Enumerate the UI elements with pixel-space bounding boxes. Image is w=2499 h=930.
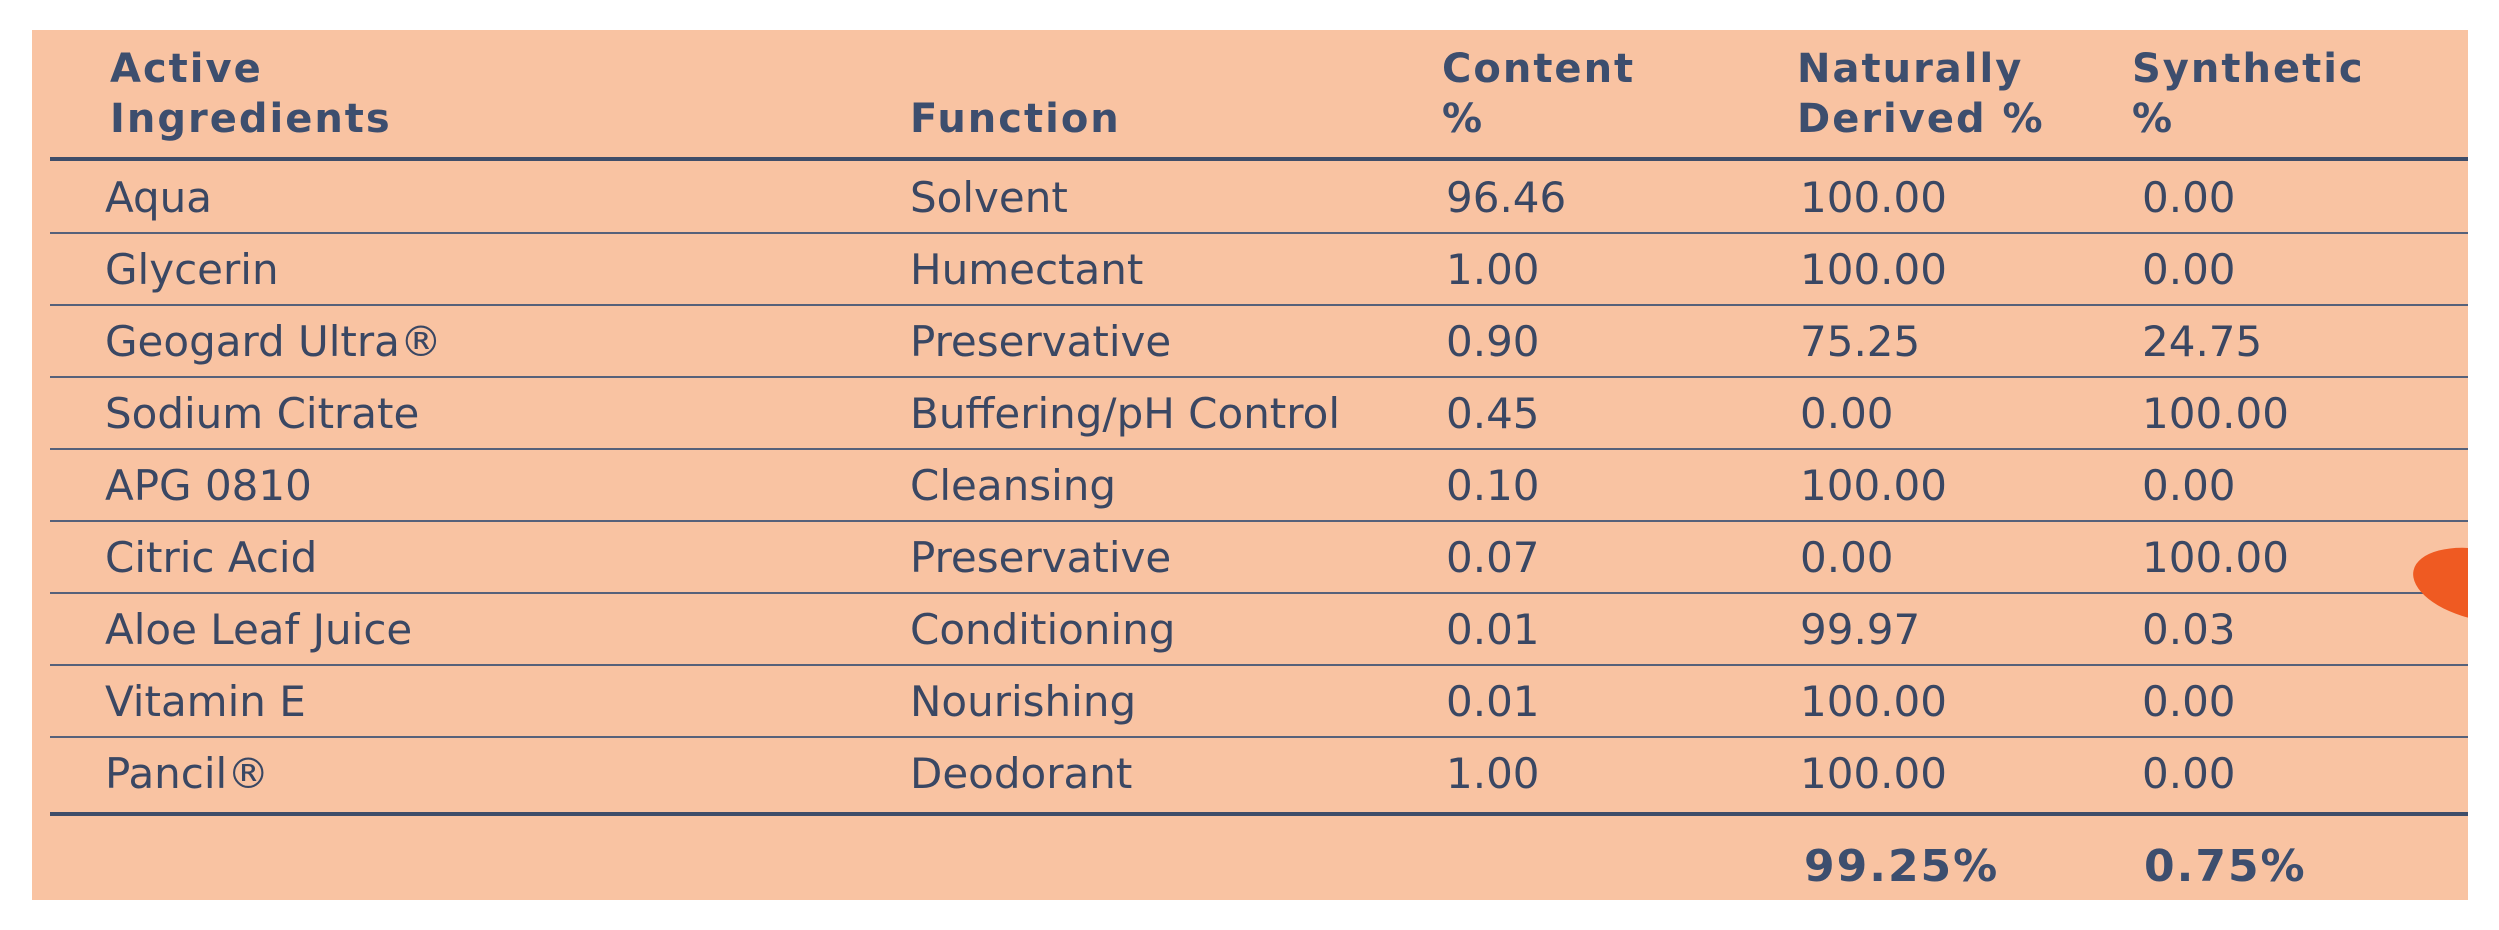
table-row (32, 234, 2468, 306)
table-row (32, 522, 2468, 594)
cell-synthetic: 0.00 (2142, 461, 2236, 510)
header-function-line1: Function (910, 96, 1121, 142)
cell-function: Cleansing (910, 461, 1117, 510)
totals-divider (50, 812, 2468, 816)
header-active-ingredients (110, 44, 392, 144)
table-row (32, 162, 2468, 234)
table-row (32, 378, 2468, 450)
cell-content: 1.00 (1446, 245, 1540, 294)
cell-function: Nourishing (910, 677, 1137, 726)
cell-naturally-derived: 0.00 (1800, 533, 1894, 582)
cell-naturally-derived: 100.00 (1800, 749, 1947, 798)
table-row (32, 594, 2468, 666)
header-divider (50, 157, 2468, 161)
cell-ingredient: Pancil® (105, 749, 270, 798)
cell-function: Preservative (910, 317, 1172, 366)
cell-ingredient: Aloe Leaf Juice (105, 605, 413, 654)
cell-function: Conditioning (910, 605, 1176, 654)
cell-function: Deodorant (910, 749, 1133, 798)
table-row (32, 450, 2468, 522)
ingredients-table-panel (32, 30, 2468, 900)
header-naturally-line2: Derived % (1797, 96, 2045, 142)
cell-ingredient: Citric Acid (105, 533, 318, 582)
cell-naturally-derived: 100.00 (1800, 173, 1947, 222)
cell-content: 0.01 (1446, 605, 1540, 654)
header-content-line2: % (1442, 96, 1485, 142)
table-row (32, 306, 2468, 378)
header-active-ingredients-line1: Active (110, 46, 263, 92)
cell-content: 0.01 (1446, 677, 1540, 726)
table-header (32, 30, 2468, 158)
total-naturally-derived: 99.25% (1804, 841, 2000, 892)
cell-naturally-derived: 100.00 (1800, 245, 1947, 294)
cell-synthetic: 0.00 (2142, 173, 2236, 222)
header-synthetic-line1: Synthetic (2132, 46, 2365, 92)
cell-function: Buffering/pH Control (910, 389, 1340, 438)
cell-content: 96.46 (1446, 173, 1567, 222)
header-synthetic-line2: % (2132, 96, 2175, 142)
cell-synthetic: 24.75 (2142, 317, 2263, 366)
cell-naturally-derived: 100.00 (1800, 461, 1947, 510)
cell-naturally-derived: 0.00 (1800, 389, 1894, 438)
table-row (32, 738, 2468, 810)
cell-synthetic: 0.00 (2142, 749, 2236, 798)
header-naturally-derived (1797, 44, 2045, 144)
header-synthetic (2132, 44, 2365, 144)
cell-ingredient: APG 0810 (105, 461, 312, 510)
header-content-line1: Content (1442, 46, 1636, 92)
cell-ingredient: Geogard Ultra® (105, 317, 442, 366)
cell-naturally-derived: 99.97 (1800, 605, 1921, 654)
cell-content: 0.90 (1446, 317, 1540, 366)
cell-content: 1.00 (1446, 749, 1540, 798)
cell-ingredient: Sodium Citrate (105, 389, 420, 438)
cell-content: 0.10 (1446, 461, 1540, 510)
cell-naturally-derived: 100.00 (1800, 677, 1947, 726)
cell-synthetic: 0.00 (2142, 677, 2236, 726)
header-active-ingredients-line2: Ingredients (110, 96, 392, 142)
cell-synthetic: 0.00 (2142, 245, 2236, 294)
cell-naturally-derived: 75.25 (1800, 317, 1921, 366)
header-content-percent (1442, 44, 1635, 144)
cell-synthetic: 100.00 (2142, 533, 2289, 582)
header-function (910, 94, 1121, 144)
cell-function: Preservative (910, 533, 1172, 582)
cell-ingredient: Aqua (105, 173, 213, 222)
table-row (32, 666, 2468, 738)
cell-function: Solvent (910, 173, 1068, 222)
cell-content: 0.07 (1446, 533, 1540, 582)
cell-synthetic: 0.03 (2142, 605, 2236, 654)
table-body (32, 162, 2468, 810)
cell-content: 0.45 (1446, 389, 1540, 438)
cell-function: Humectant (910, 245, 1144, 294)
cell-ingredient: Glycerin (105, 245, 279, 294)
cell-ingredient: Vitamin E (105, 677, 306, 726)
header-naturally-line1: Naturally (1797, 46, 2024, 92)
total-synthetic: 0.75% (2144, 841, 2307, 892)
cell-synthetic: 100.00 (2142, 389, 2289, 438)
